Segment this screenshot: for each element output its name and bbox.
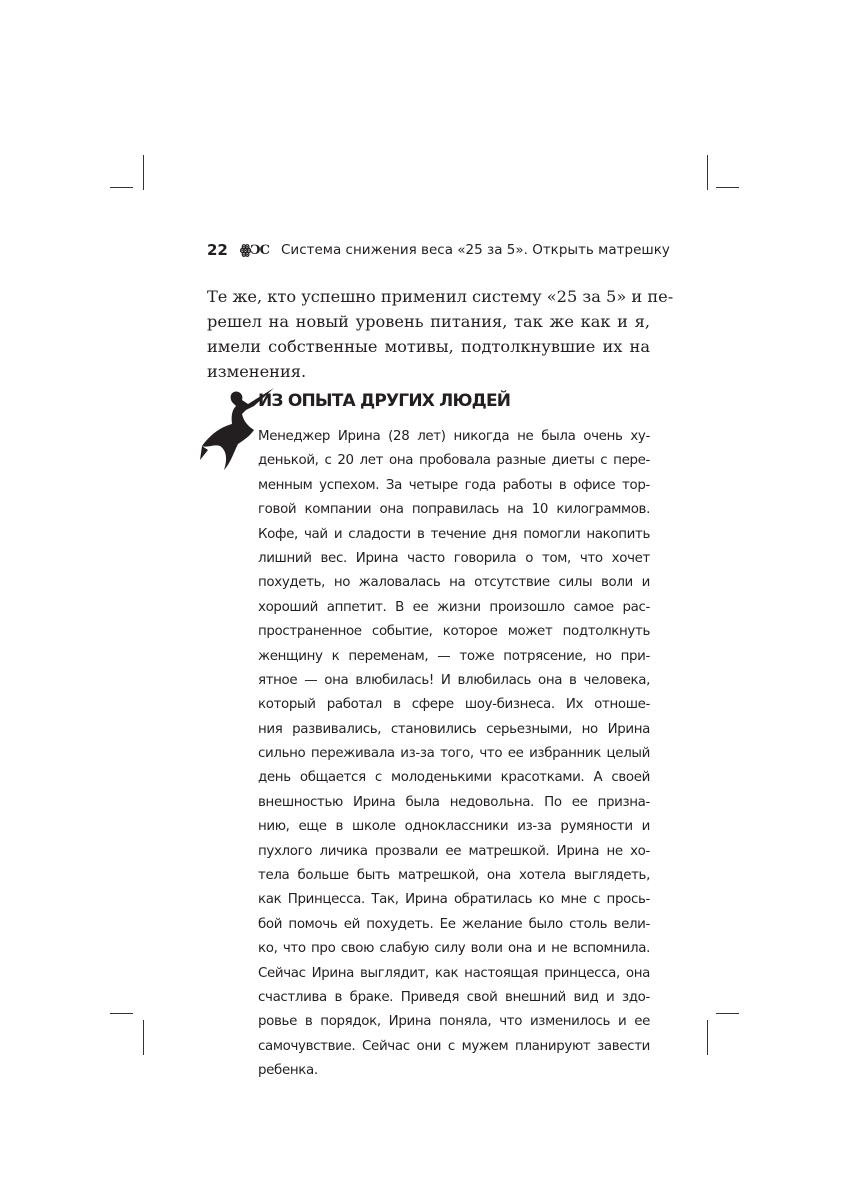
text-line: денькой, с 20 лет она пробовала разные диеты с пере- — [258, 453, 650, 469]
text-line: как Принцесса. Так, Ирина обратилась ко мне с прось- — [258, 892, 650, 908]
running-header — [207, 241, 670, 259]
text-line: сильно переживала из-за того, что ее избранник целый — [258, 746, 650, 762]
text-line: женщину к переменам, — тоже потрясение, но при- — [258, 648, 650, 664]
ornament: ꙮϽϹ — [239, 242, 269, 258]
text-line: пухлого личика прозвали ее матрешкой. Ирина не хо- — [258, 843, 650, 859]
text-line: ребенка. — [258, 1063, 318, 1079]
text-line: который работал в сфере шоу-бизнеса. Их отноше- — [258, 697, 650, 713]
crop-mark — [716, 1013, 739, 1014]
crop-mark — [716, 187, 739, 188]
text-line: ровье в порядок, Ирина поняла, что изменилось и ее — [258, 1014, 650, 1030]
crop-mark — [143, 1020, 144, 1055]
text-line: Сейчас Ирина выглядит, как настоящая принцесса, она — [258, 965, 650, 981]
crop-mark — [110, 1013, 133, 1014]
text-line: пространенное событие, которое может подтолкнуть — [258, 624, 650, 640]
text-line: ния развивались, становились серьезными, но Ирина — [258, 721, 650, 737]
crop-mark — [110, 187, 133, 188]
text-line: хороший аппетит. В ее жизни произошло самое рас- — [258, 599, 650, 615]
crop-mark — [707, 155, 708, 190]
page-number: 22 — [207, 241, 228, 259]
text-line: внешностью Ирина была недовольна. По ее призна- — [258, 794, 650, 810]
text-line: Те же, кто успешно применил систему «25 за 5» и пе- — [207, 287, 674, 306]
text-line: ятное — она влюбилась! И влюбилась она в человека, — [258, 672, 650, 688]
text-line: решел на новый уровень питания, так же как и я, — [207, 312, 650, 331]
text-line: похудеть, но жаловалась на отсутствие силы воли и — [258, 575, 650, 591]
text-line: тела больше быть матрешкой, она хотела выглядеть, — [258, 868, 650, 884]
intro-paragraph — [207, 284, 674, 384]
text-line: самочувствие. Сейчас они с мужем планируют завести — [258, 1038, 650, 1054]
text-line: ко, что про свою слабую силу воли она и не вспомнила. — [258, 941, 650, 957]
text-line: говой компании она поправилась на 10 килограммов. — [258, 502, 650, 518]
sidebar-title: ИЗ ОПЫТА ДРУГИХ ЛЮДЕЙ — [258, 391, 511, 411]
crop-mark — [143, 155, 144, 190]
text-line: Кофе, чай и сладости в течение дня помогли накопить — [258, 526, 650, 542]
crop-mark — [707, 1020, 708, 1055]
text-line: день общается с молоденькими красотками. А своей — [258, 770, 650, 786]
text-line: изменения. — [207, 362, 307, 381]
text-line: менным успехом. За четыре года работы в офисе тор- — [258, 477, 650, 493]
text-line: Менеджер Ирина (28 лет) никогда не была очень ху- — [258, 429, 650, 444]
text-line: счастлива в браке. Приведя свой внешний вид и здо- — [258, 989, 650, 1005]
running-title: Система снижения веса «25 за 5». Открыть матрешку — [281, 242, 670, 258]
sidebar-body — [258, 425, 650, 1084]
text-line: бой помочь ей похудеть. Ее желание было столь вели- — [258, 916, 650, 932]
text-line: лишний вес. Ирина часто говорила о том, что хочет — [258, 550, 650, 566]
text-line: нию, еще в школе одноклассники из-за румяности и — [258, 819, 650, 835]
text-line: имели собственные мотивы, подтолкнувшие их на — [207, 337, 650, 356]
